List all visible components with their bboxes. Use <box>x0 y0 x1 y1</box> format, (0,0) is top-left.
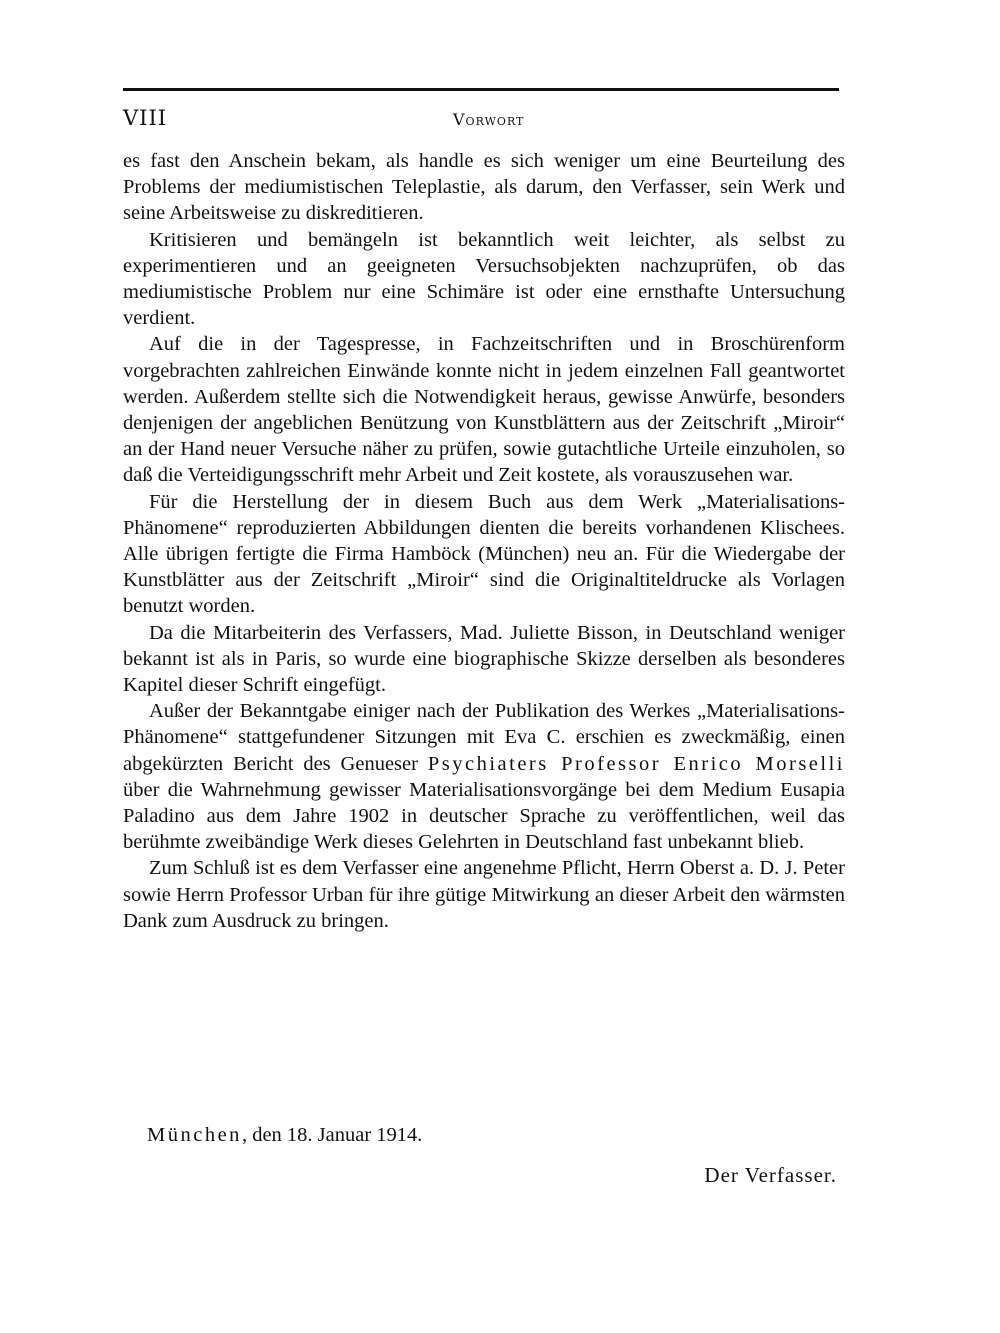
body-text <box>123 148 845 934</box>
running-head: Vorwort <box>453 110 525 129</box>
dateline-place: München <box>147 1124 242 1146</box>
paragraph-text: Auf die in der Tagespresse, in Fachzeitschriften und in Broschürenform vorgebrachten zahlreichen Einwände konnte nicht in jedem einzelnen Fall geantwortet werden. Außerdem stellte sich die Notwendigkeit heraus, gewisse Anwürfe, besonders denjenigen der angeblichen Benützung von Kunstblättern aus der Zeitschrift „Miroir“ an der Hand neuer Versuche näher zu prüfen, sowie gutachtliche Urteile einzuholen, so daß die Verteidigungsschrift mehr Arbeit und Zeit kostete, als vorauszusehen war. <box>123 333 845 487</box>
paragraph-text: Da die Mitarbeiterin des Verfassers, Mad. Juliette Bisson, in Deutschland weniger bekannt ist als in Paris, so wurde eine biographische Skizze derselben als besonderes Kapitel dieser Schrift eingefügt. <box>123 621 845 697</box>
paragraph-text: Für die Herstellung der in diesem Buch aus dem Werk „Materialisations-Phänomene“ reproduzierten Abbildungen dienten die bereits vorhandenen Klischees. Alle übrigen fertigte die Firma Hamböck (München) neu an. Für die Wiedergabe der Kunstblätter aus der Zeitschrift „Miroir“ sind die Originaltiteldrucke als Vorlagen benutzt worden. <box>123 490 845 618</box>
paragraph <box>123 227 845 332</box>
paragraph-text: Kritisieren und bemängeln ist bekanntlich weit leichter, als selbst zu experimentieren und an geeigneten Versuchsobjekten nachzuprüfen, ob das mediumistische Problem nur eine Schimäre ist oder eine ernsthafte Untersuchung verdient. <box>123 228 845 330</box>
header-rule <box>123 88 839 91</box>
paragraph-text: über die Wahrnehmung gewisser Materialisationsvorgänge bei dem Medium Eusapia Paladino aus dem Jahre 1902 in deutscher Sprache zu veröffentlichen, weil das berühmte zweibändige Werk dieses Gelehrten in Deutschland fast unbekannt blieb. <box>123 778 845 854</box>
page-number: VIII <box>123 106 168 130</box>
paragraph <box>123 855 845 934</box>
paragraph <box>123 620 845 699</box>
spaced-name: Psychiaters Professor Enrico Morselli <box>427 752 845 775</box>
paragraph <box>123 489 845 620</box>
signature: Der Verfasser. <box>704 1163 837 1187</box>
paragraph-text: es fast den Anschein bekam, als handle es sich weniger um eine Beurteilung des Problems der mediumistischen Teleplastie, als darum, den Verfasser, sein Werk und seine Arbeitsweise zu diskreditieren. <box>123 150 845 225</box>
paragraph <box>123 148 845 227</box>
paragraph <box>123 698 845 855</box>
dateline <box>147 1124 422 1147</box>
dateline-date: , den 18. Januar 1914. <box>241 1124 423 1146</box>
paragraph-text: Außer der Bekanntgabe einiger nach der Publikation des Werkes „Materialisations-Phänomene“ stattgefundener Sitzungen mit Eva C. erschien es zweckmäßig, einen abgekürzten Bericht des Genueser <box>123 700 845 775</box>
paragraph-text: Zum Schluß ist es dem Verfasser eine angenehme Pflicht, Herrn Oberst a. D. J. Peter sowie Herrn Professor Urban für ihre gütige Mitwirkung an dieser Arbeit den wärmsten Dank zum Ausdruck zu bringen. <box>123 857 845 932</box>
page-header <box>123 106 839 136</box>
paragraph <box>123 331 845 488</box>
